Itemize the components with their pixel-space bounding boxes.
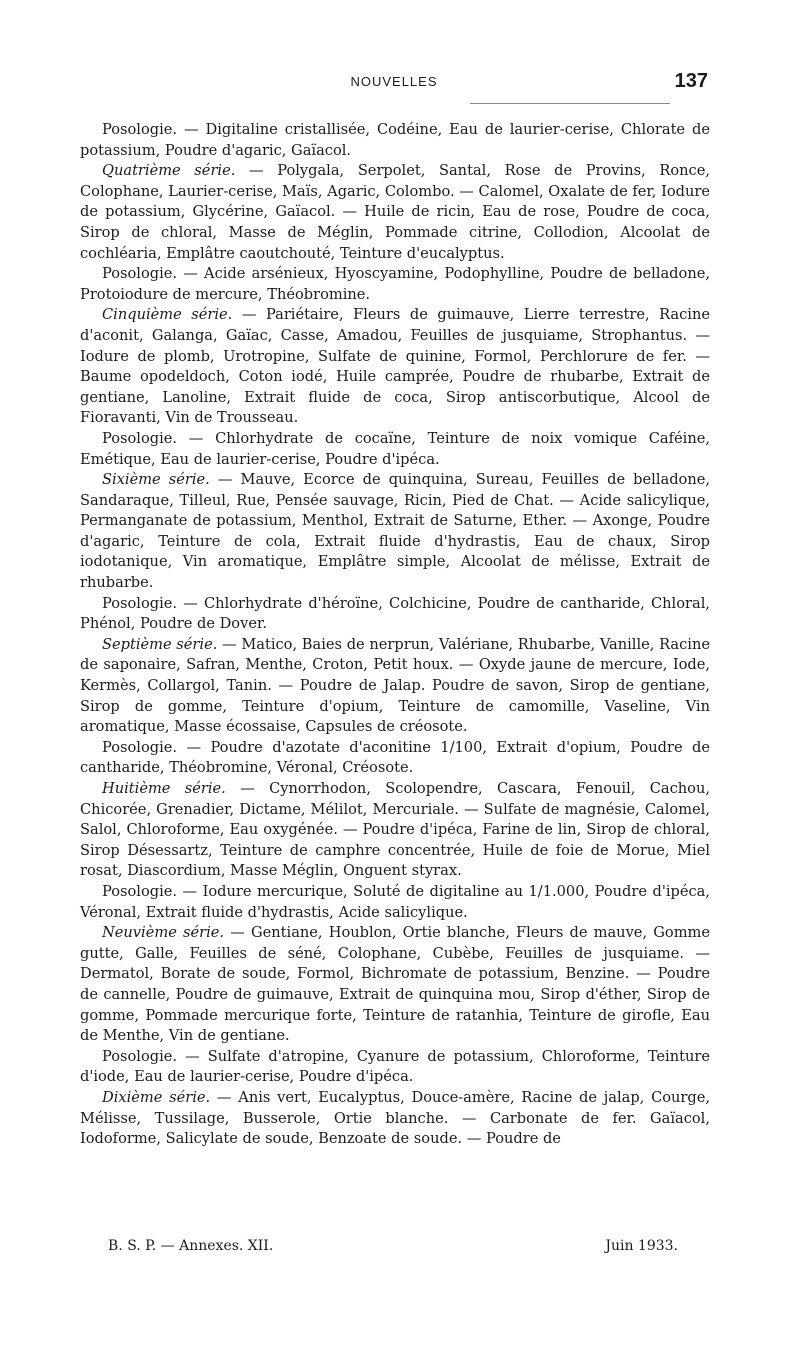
series-heading: Cinquième série. [102, 306, 233, 324]
header-rule [470, 103, 670, 104]
paragraph: Quatrième série. — Polygala, Serpolet, Santal, Rose de Provins, Ronce, Colophane, Laurier-cerise, Maïs, Agaric, Colombo. — Calomel, Oxalate de fer, Iodure de potassium, Glycérine, Gaïacol. — Huile de ricin, Eau de rose, Poudre de coca, Sirop de chloral, Masse de Méglin, Pommade citrine, Collodion, Alcoolat de cochléaria, Emplâtre caoutchouté, Teinture d'eucalyptus. [80, 162, 710, 262]
paragraph: Cinquième série. — Pariétaire, Fleurs de guimauve, Lierre terrestre, Racine d'aconit, Galanga, Gaïac, Casse, Amadou, Feuilles de jusquiame, Strophantus. — Iodure de plomb, Urotropine, Sulfate de quinine, Formol, Perchlorure de fer. — Baume opodeldoch, Coton iodé, Huile camprée, Poudre de rhubarbe, Extrait de gentiane, Lanoline, Extrait fluide de coca, Sirop antiscorbutique, Alcool de Fioravanti, Vin de Trousseau. [80, 306, 711, 427]
footer-date: Juin 1933. [605, 1238, 678, 1254]
paragraph: Septième série. — Matico, Baies de nerprun, Valériane, Rhubarbe, Vanille, Racine de saponaire, Safran, Menthe, Croton, Petit houx. — Oxyde jaune de mercure, Iode, Kermès, Collargol, Tanin. — Poudre de Jalap. Poudre de savon, Sirop de gentiane, Sirop de gomme, Teinture d'opium, Teinture de camomille, Vaseline, Vin aromatique, Masse écossaise, Capsules de créosote. [80, 635, 710, 736]
page-footer [108, 1238, 678, 1258]
running-title: NOUVELLES [350, 74, 438, 89]
paragraph: Sixième série. — Mauve, Ecorce de quinquina, Sureau, Feuilles de belladone, Sandaraque, Tilleul, Rue, Pensée sauvage, Ricin, Pied de Chat. — Acide salicylique, Permanganate de potassium, Menthol, Extrait de Saturne, Ether. — Axonge, Poudre d'agaric, Teinture de cola, Extrait fluide d'hydrastis, Eau de chaux, Sirop iodotanique, Vin aromatique, Emplâtre simple, Alcoolat de mélisse, Extrait de rhubarbe. [80, 471, 710, 592]
series-heading: Sixième série. [102, 471, 210, 489]
body-text [80, 120, 710, 1150]
paragraph: Posologie. — Acide arsénieux, Hyoscyamine, Podophylline, Poudre de belladone, Protoiodure de mercure, Théobromine. [80, 265, 710, 303]
paragraph: Posologie. — Chlorhydrate de cocaïne, Teinture de noix vomique Caféine, Emétique, Eau de laurier-cerise, Poudre d'ipéca. [80, 429, 710, 468]
paragraph: Posologie. — Chlorhydrate d'héroïne, Colchicine, Poudre de cantharide, Chloral, Phénol, Poudre de Dover. [80, 594, 710, 633]
series-heading: Septième série. [102, 635, 218, 653]
page-header [80, 70, 708, 96]
paragraph: Posologie. — Digitaline cristallisée, Codéine, Eau de laurier-cerise, Chlorate de potassium, Poudre d'agaric, Gaïacol. [80, 121, 710, 159]
paragraph: Posologie. — Iodure mercurique, Soluté de digitaline au 1/1.000, Poudre d'ipéca, Véronal, Extrait fluide d'hydrastis, Acide salicylique. [80, 882, 710, 921]
series-heading: Dixième série. [102, 1088, 211, 1106]
series-heading: Huitième série. [102, 780, 226, 797]
page-number: 137 [674, 70, 708, 92]
series-heading: Quatrième série. [102, 162, 236, 180]
paragraph: Posologie. — Poudre d'azotate d'aconitine 1/100, Extrait d'opium, Poudre de cantharide, Théobromine, Véronal, Créosote. [80, 738, 710, 777]
paragraph: Dixième série. — Anis vert, Eucalyptus, Douce-amère, Racine de jalap, Courge, Mélisse, Tussilage, Busserole, Ortie blanche. — Carbonate de fer. Gaïacol, Iodoforme, Salicylate de soude, Benzoate de soude. — Poudre de [80, 1088, 711, 1148]
paragraph: Posologie. — Sulfate d'atropine, Cyanure de potassium, Chloroforme, Teinture d'iode, Eau de laurier-cerise, Poudre d'ipéca. [80, 1047, 710, 1086]
series-heading: Neuvième série. [102, 924, 225, 942]
paragraph: Huitième série. — Cynorrhodon, Scolopendre, Cascara, Fenouil, Cachou, Chicorée, Grenadier, Dictame, Mélilot, Mercuriale. — Sulfate de magnésie, Calomel, Salol, Chloroforme, Eau oxygénée. — Poudre d'ipéca, Farine de lin, Sirop de chloral, Sirop Désessartz, Teinture de camphre concentrée, Huile de foie de Morue, Miel rosat, Diascordium, Masse Méglin, Onguent styrax. [80, 780, 710, 880]
paragraph: Neuvième série. — Gentiane, Houblon, Ortie blanche, Fleurs de mauve, Gomme gutte, Galle, Feuilles de séné, Colophane, Cubèbe, Feuilles de jusquiame. — Dermatol, Borate de soude, Formol, Bichromate de potassium, Benzine. — Poudre de cannelle, Poudre de guimauve, Extrait de quinquina mou, Sirop d'éther, Sirop de gomme, Pommade mercurique forte, Teinture de ratanhia, Teinture de girofle, Eau de Menthe, Vin de gentiane. [80, 924, 711, 1045]
footer-journal: B. S. P. — Annexes. XII. [108, 1238, 274, 1254]
